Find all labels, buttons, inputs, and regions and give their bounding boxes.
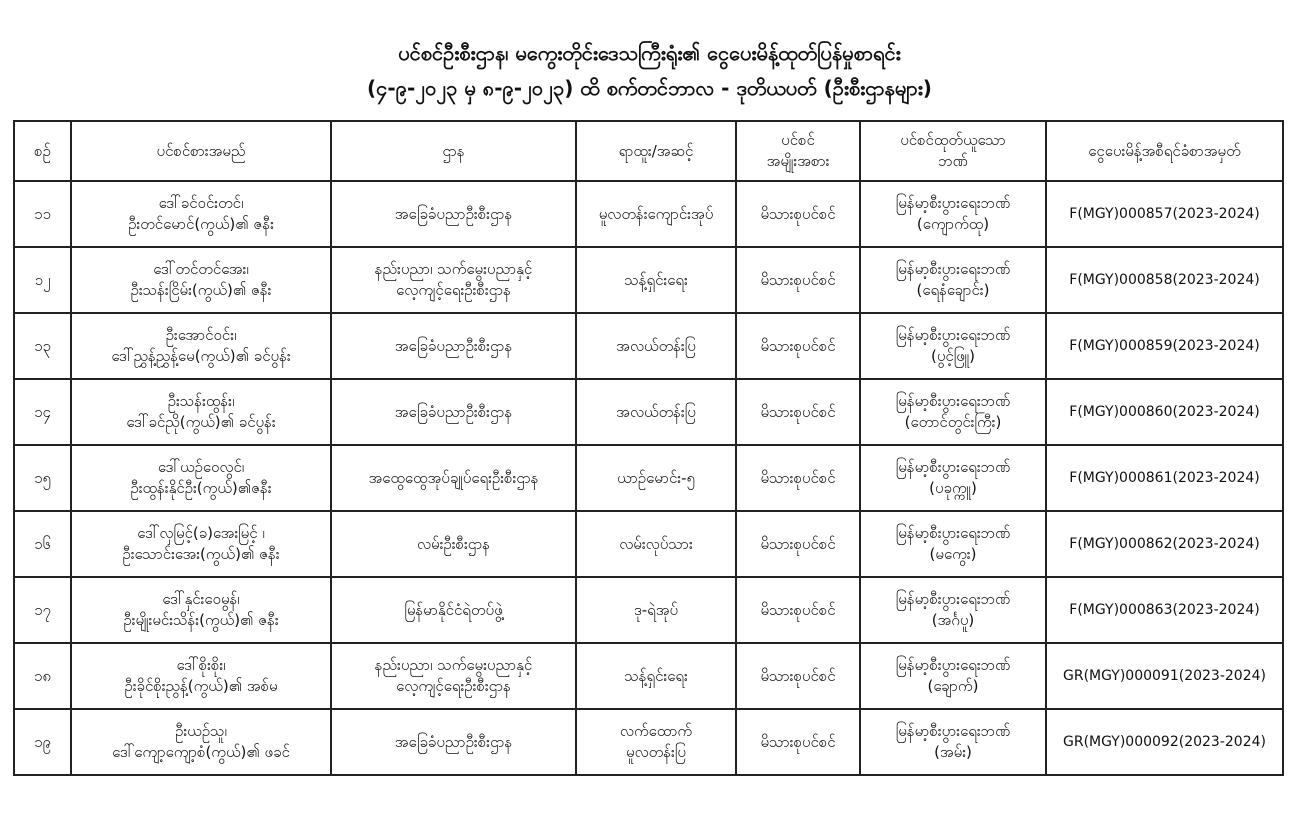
cell-permit: GR(MGY)000091(2023-2024) xyxy=(1046,643,1283,709)
header-dept: ဌာန xyxy=(331,121,576,181)
table-row xyxy=(14,445,1283,511)
cell-name-line2: ဒေါ်ညွှန့်ညွှန့်မေ(ကွယ်)၏ ခင်ပွန်း xyxy=(111,347,291,365)
cell-rank-line1: သန့်ရှင်းရေး xyxy=(624,666,688,685)
header-bank-line2: ဘဏ် xyxy=(938,152,968,170)
cell-name-line2: ဦးသောင်းအေး(ကွယ်)၏ ဇနီး xyxy=(122,545,280,563)
cell-bank-line1: မြန်မာ့စီးပွားရေးဘဏ် xyxy=(895,722,1011,740)
cell-name-line2: ဦးမျိုးမင်းသိန်း(ကွယ်)၏ ဇနီး xyxy=(123,611,279,629)
cell-type: မိသားစုပင်စင် xyxy=(736,181,860,247)
cell-bank xyxy=(860,181,1046,247)
cell-rank-line1: လမ်းလုပ်သား xyxy=(619,534,693,553)
cell-bank-line2: (တောင်တွင်းကြီး) xyxy=(904,413,1002,431)
cell-name-line2: ဦးတင်မောင်(ကွယ်)၏ ဇနီး xyxy=(128,215,274,233)
cell-dept xyxy=(331,313,576,379)
cell-type: မိသားစုပင်စင် xyxy=(736,511,860,577)
pension-table xyxy=(13,120,1284,776)
cell-no: ၁၅ xyxy=(14,445,71,511)
cell-bank-line1: မြန်မာ့စီးပွားရေးဘဏ် xyxy=(895,326,1011,344)
cell-bank xyxy=(860,577,1046,643)
cell-dept xyxy=(331,181,576,247)
cell-rank-line1: ယာဉ်မောင်း-၅ xyxy=(617,468,695,487)
cell-bank-line2: (ရေနံချောင်း) xyxy=(916,281,990,299)
cell-name-line2: ဦးခိုင်စိုးညွန့်(ကွယ်)၏ အစ်မ xyxy=(124,677,278,695)
header-no: စဉ် xyxy=(14,121,71,181)
header-permit: ငွေပေးမိန့်အစီရင်ခံစာအမှတ် xyxy=(1046,121,1283,181)
cell-name xyxy=(71,247,331,313)
cell-name xyxy=(71,643,331,709)
cell-bank xyxy=(860,379,1046,445)
cell-dept xyxy=(331,577,576,643)
header-type xyxy=(736,121,860,181)
cell-no: ၁၂ xyxy=(14,247,71,313)
cell-bank-line2: (ကျောက်ထု) xyxy=(916,215,990,233)
cell-name-line1: ဦးအောင်ဝင်း၊ xyxy=(165,326,237,344)
cell-rank xyxy=(576,379,736,445)
cell-bank xyxy=(860,709,1046,775)
cell-dept-line1: မြန်မာနိုင်ငံရဲတပ်ဖွဲ့ xyxy=(404,600,503,619)
document-title: ပင်စင်ဦးစီးဌာန၊ မကွေးတိုင်းဒေသကြီးရုံး၏ ငွေပေးမိန့်ထုတ်ပြန်မှုစာရင်း xyxy=(398,41,901,65)
cell-type: မိသားစုပင်စင် xyxy=(736,313,860,379)
table-row xyxy=(14,643,1283,709)
cell-rank-line1: သန့်ရှင်းရေး xyxy=(624,270,688,289)
header-rank: ရာထူး/အဆင့် xyxy=(576,121,736,181)
cell-rank xyxy=(576,577,736,643)
cell-name-line2: ဦးထွန်းနိုင်ဦး(ကွယ်)၏ဇနီး xyxy=(130,479,272,497)
header-bank-line1: ပင်စင်ထုတ်ယူသော xyxy=(900,131,1006,149)
cell-bank-line1: မြန်မာ့စီးပွားရေးဘဏ် xyxy=(895,656,1011,674)
cell-rank xyxy=(576,181,736,247)
cell-bank-line1: မြန်မာ့စီးပွားရေးဘဏ် xyxy=(895,458,1011,476)
cell-dept xyxy=(331,709,576,775)
cell-type: မိသားစုပင်စင် xyxy=(736,643,860,709)
cell-bank xyxy=(860,247,1046,313)
cell-dept xyxy=(331,247,576,313)
cell-name xyxy=(71,445,331,511)
cell-rank-line1: အလယ်တန်းပြ xyxy=(616,402,696,421)
cell-bank xyxy=(860,643,1046,709)
cell-type: မိသားစုပင်စင် xyxy=(736,709,860,775)
cell-no: ၁၁ xyxy=(14,181,71,247)
cell-type: မိသားစုပင်စင် xyxy=(736,577,860,643)
cell-name xyxy=(71,709,331,775)
cell-bank-line2: (ပွင့်ဖြူ) xyxy=(931,347,975,365)
cell-name-line1: ဒေါ်စိုးစိုး၊ xyxy=(176,656,226,674)
cell-permit: F(MGY)000859(2023-2024) xyxy=(1046,313,1283,379)
cell-permit: F(MGY)000863(2023-2024) xyxy=(1046,577,1283,643)
header-type-line1: ပင်စင် xyxy=(781,131,815,149)
cell-rank xyxy=(576,511,736,577)
cell-no: ၁၆ xyxy=(14,511,71,577)
cell-permit: GR(MGY)000092(2023-2024) xyxy=(1046,709,1283,775)
cell-permit: F(MGY)000862(2023-2024) xyxy=(1046,511,1283,577)
cell-name-line1: ဦးယဉ်သူ၊ xyxy=(175,722,227,740)
cell-rank xyxy=(576,313,736,379)
cell-dept-line1: အခြေခံပညာဦးစီးဌာန xyxy=(394,204,513,223)
cell-name xyxy=(71,577,331,643)
cell-bank xyxy=(860,313,1046,379)
cell-type: မိသားစုပင်စင် xyxy=(736,445,860,511)
cell-dept xyxy=(331,379,576,445)
table-row xyxy=(14,709,1283,775)
table-row xyxy=(14,511,1283,577)
cell-bank xyxy=(860,511,1046,577)
cell-name xyxy=(71,181,331,247)
cell-bank-line2: (ပခုက္ကူ) xyxy=(929,479,977,497)
cell-type: မိသားစုပင်စင် xyxy=(736,379,860,445)
cell-dept-line1: အခြေခံပညာဦးစီးဌာန xyxy=(394,732,513,751)
cell-dept-line1: အခြေခံပညာဦးစီးဌာန xyxy=(394,402,513,421)
cell-name-line2: ဒေါ်ခင်ညို(ကွယ်)၏ ခင်ပွန်း xyxy=(126,413,276,431)
cell-dept xyxy=(331,511,576,577)
cell-permit: F(MGY)000857(2023-2024) xyxy=(1046,181,1283,247)
cell-dept xyxy=(331,445,576,511)
cell-bank xyxy=(860,445,1046,511)
cell-rank xyxy=(576,445,736,511)
table-row xyxy=(14,181,1283,247)
cell-name xyxy=(71,313,331,379)
table-header-row xyxy=(14,121,1283,181)
header-name: ပင်စင်စားအမည် xyxy=(71,121,331,181)
table-body xyxy=(14,181,1283,775)
header-type-line2: အမျိုးအစား xyxy=(766,152,830,170)
cell-permit: F(MGY)000860(2023-2024) xyxy=(1046,379,1283,445)
cell-rank xyxy=(576,247,736,313)
cell-name-line1: ဒေါ်တင်တင်အေး၊ xyxy=(153,260,249,278)
table-row xyxy=(14,379,1283,445)
cell-bank-line2: (မကွေး) xyxy=(929,545,977,563)
cell-bank-line1: မြန်မာ့စီးပွားရေးဘဏ် xyxy=(895,392,1011,410)
table-row xyxy=(14,313,1283,379)
cell-permit: F(MGY)000858(2023-2024) xyxy=(1046,247,1283,313)
cell-no: ၁၉ xyxy=(14,709,71,775)
cell-name-line2: ဒေါ်ကျော့ကျော့စံ(ကွယ်)၏ ဖခင် xyxy=(112,743,290,761)
cell-name-line1: ဒေါ်နှင်းဝေမွန်၊ xyxy=(162,590,240,608)
cell-bank-line2: (ချောက်) xyxy=(927,677,979,695)
cell-dept-line2: လေ့ကျင့်ရေးဦးစီးဌာန xyxy=(396,281,511,299)
cell-dept-line1: နည်းပညာ၊ သက်မွေးပညာနှင့် xyxy=(374,656,533,674)
cell-dept-line1: နည်းပညာ၊ သက်မွေးပညာနှင့် xyxy=(374,260,533,278)
cell-name xyxy=(71,379,331,445)
cell-dept-line1: အခြေခံပညာဦးစီးဌာန xyxy=(394,336,513,355)
cell-no: ၁၃ xyxy=(14,313,71,379)
cell-rank-line1: အလယ်တန်းပြ xyxy=(616,336,696,355)
table-row xyxy=(14,577,1283,643)
cell-dept xyxy=(331,643,576,709)
cell-type: မိသားစုပင်စင် xyxy=(736,247,860,313)
cell-rank-line2: မူလတန်းပြ xyxy=(626,743,686,761)
cell-dept-line1: လမ်းဦးစီးဌာန xyxy=(416,534,491,553)
table-row xyxy=(14,247,1283,313)
cell-bank-line1: မြန်မာ့စီးပွားရေးဘဏ် xyxy=(895,260,1011,278)
cell-rank-line1: လက်ထောက် xyxy=(619,722,693,740)
cell-name-line1: ဒေါ်လှမြင့်(ခ)အေးမြင့် ၊ xyxy=(137,524,265,542)
cell-name-line1: ဒေါ်ယဉ်ဝေလွင်၊ xyxy=(157,458,245,476)
cell-name-line2: ဦးသန်းငြိမ်း(ကွယ်)၏ ဇနီး xyxy=(130,281,272,299)
cell-rank-line1: မူလတန်းကျောင်းအုပ် xyxy=(598,204,714,223)
cell-bank-line2: (အမ်း) xyxy=(934,743,972,761)
cell-rank xyxy=(576,643,736,709)
cell-no: ၁၄ xyxy=(14,379,71,445)
cell-name xyxy=(71,511,331,577)
cell-bank-line1: မြန်မာ့စီးပွားရေးဘဏ် xyxy=(895,194,1011,212)
cell-bank-line2: (အင်္ဂပူ) xyxy=(931,611,975,629)
cell-dept-line1: အထွေထွေအုပ်ချုပ်ရေးဦးစီးဌာန xyxy=(368,468,539,487)
cell-no: ၁၇ xyxy=(14,577,71,643)
cell-bank-line1: မြန်မာ့စီးပွားရေးဘဏ် xyxy=(895,524,1011,542)
cell-rank-line1: ဒု-ရဲအုပ် xyxy=(633,600,679,619)
header-bank xyxy=(860,121,1046,181)
cell-dept-line2: လေ့ကျင့်ရေးဦးစီးဌာန xyxy=(396,677,511,695)
cell-permit: F(MGY)000861(2023-2024) xyxy=(1046,445,1283,511)
cell-rank xyxy=(576,709,736,775)
cell-name-line1: ဒေါ်ခင်ဝင်းတင်၊ xyxy=(158,194,244,212)
cell-name-line1: ဦးသန်းထွန်း၊ xyxy=(167,392,235,410)
cell-no: ၁၈ xyxy=(14,643,71,709)
document-subtitle: (၄-၉-၂၀၂၃ မှ ၈-၉-၂၀၂၃) ထိ စက်တင်ဘာလ - ဒုတိယပတ် (ဦးစီးဌာနများ) xyxy=(367,76,932,100)
cell-bank-line1: မြန်မာ့စီးပွားရေးဘဏ် xyxy=(895,590,1011,608)
